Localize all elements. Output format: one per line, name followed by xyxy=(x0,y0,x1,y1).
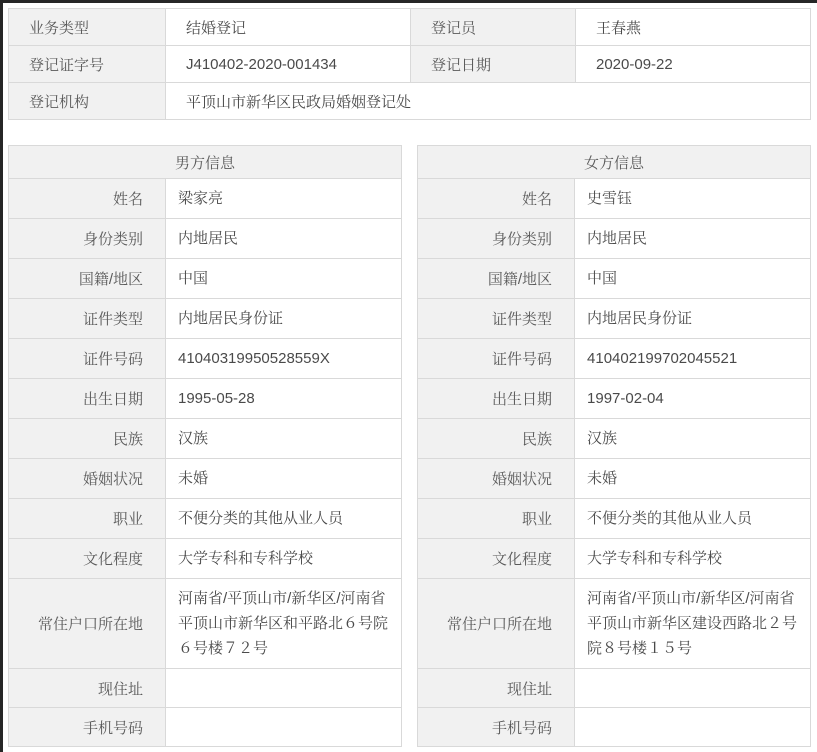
table-row xyxy=(418,379,811,419)
field-value-ethnicity: 汉族 xyxy=(575,419,811,459)
table-row xyxy=(9,579,402,669)
field-label-id-number: 证件号码 xyxy=(9,339,166,379)
field-value-identity-category: 内地居民 xyxy=(166,219,402,259)
table-row xyxy=(9,9,811,46)
table-row xyxy=(418,579,811,669)
field-value-nationality: 中国 xyxy=(166,259,402,299)
table-row xyxy=(9,459,402,499)
field-label-nationality: 国籍/地区 xyxy=(9,259,166,299)
field-value-current-address xyxy=(166,669,402,708)
table-row xyxy=(418,539,811,579)
field-label-ethnicity: 民族 xyxy=(418,419,575,459)
table-row xyxy=(418,259,811,299)
field-label-name: 姓名 xyxy=(418,179,575,219)
table-row xyxy=(418,299,811,339)
field-label-registrar: 登记员 xyxy=(411,9,576,46)
table-row xyxy=(9,669,402,708)
table-row xyxy=(9,146,402,179)
table-row xyxy=(9,539,402,579)
field-value-name: 梁家亮 xyxy=(166,179,402,219)
field-value-mobile-number xyxy=(166,708,402,747)
field-label-registered-residence: 常住户口所在地 xyxy=(418,579,575,669)
field-value-certificate-number: J410402-2020-001434 xyxy=(166,46,411,83)
table-row xyxy=(9,46,811,83)
field-label-nationality: 国籍/地区 xyxy=(418,259,575,299)
field-label-birth-date: 出生日期 xyxy=(9,379,166,419)
field-value-education: 大学专科和专科学校 xyxy=(575,539,811,579)
table-row xyxy=(9,708,402,747)
field-value-id-number: 410402199702045521 xyxy=(575,339,811,379)
field-label-marital-status: 婚姻状况 xyxy=(9,459,166,499)
field-label-registration-date: 登记日期 xyxy=(411,46,576,83)
table-row xyxy=(418,179,811,219)
table-row xyxy=(9,419,402,459)
field-value-marital-status: 未婚 xyxy=(575,459,811,499)
table-row xyxy=(9,379,402,419)
field-label-birth-date: 出生日期 xyxy=(418,379,575,419)
field-label-marital-status: 婚姻状况 xyxy=(418,459,575,499)
field-value-registered-residence: 河南省/平顶山市/新华区/河南省平顶山市新华区和平路北６号院６号楼７２号 xyxy=(166,579,402,669)
table-row xyxy=(9,339,402,379)
female-info-title: 女方信息 xyxy=(418,146,811,179)
field-label-occupation: 职业 xyxy=(9,499,166,539)
field-label-registration-office: 登记机构 xyxy=(9,83,166,120)
field-value-business-type: 结婚登记 xyxy=(166,9,411,46)
field-label-id-type: 证件类型 xyxy=(9,299,166,339)
table-row xyxy=(9,219,402,259)
field-label-current-address: 现住址 xyxy=(418,669,575,708)
registration-summary-table xyxy=(8,8,811,120)
field-label-education: 文化程度 xyxy=(9,539,166,579)
field-label-education: 文化程度 xyxy=(418,539,575,579)
table-row xyxy=(9,499,402,539)
field-value-registration-office: 平顶山市新华区民政局婚姻登记处 xyxy=(166,83,811,120)
table-row xyxy=(418,499,811,539)
field-value-id-number: 41040319950528559X xyxy=(166,339,402,379)
field-value-registrar: 王春燕 xyxy=(576,9,811,46)
table-row xyxy=(418,459,811,499)
field-value-birth-date: 1995-05-28 xyxy=(166,379,402,419)
field-label-registered-residence: 常住户口所在地 xyxy=(9,579,166,669)
field-label-id-number: 证件号码 xyxy=(418,339,575,379)
field-value-occupation: 不便分类的其他从业人员 xyxy=(575,499,811,539)
table-row xyxy=(418,419,811,459)
field-label-ethnicity: 民族 xyxy=(9,419,166,459)
field-value-nationality: 中国 xyxy=(575,259,811,299)
field-label-name: 姓名 xyxy=(9,179,166,219)
male-info-table xyxy=(8,145,402,747)
field-value-registered-residence: 河南省/平顶山市/新华区/河南省平顶山市新华区建设西路北２号院８号楼１５号 xyxy=(575,579,811,669)
field-value-current-address xyxy=(575,669,811,708)
field-label-occupation: 职业 xyxy=(418,499,575,539)
table-row xyxy=(418,669,811,708)
table-row xyxy=(9,179,402,219)
field-label-business-type: 业务类型 xyxy=(9,9,166,46)
field-value-ethnicity: 汉族 xyxy=(166,419,402,459)
table-row xyxy=(9,299,402,339)
field-value-identity-category: 内地居民 xyxy=(575,219,811,259)
field-value-marital-status: 未婚 xyxy=(166,459,402,499)
male-info-title: 男方信息 xyxy=(9,146,402,179)
field-label-mobile-number: 手机号码 xyxy=(9,708,166,747)
field-value-mobile-number xyxy=(575,708,811,747)
field-label-identity-category: 身份类别 xyxy=(9,219,166,259)
table-row xyxy=(418,219,811,259)
table-row xyxy=(9,259,402,299)
table-row xyxy=(418,146,811,179)
field-label-identity-category: 身份类别 xyxy=(418,219,575,259)
field-label-id-type: 证件类型 xyxy=(418,299,575,339)
party-tables-container xyxy=(8,145,810,747)
field-value-id-type: 内地居民身份证 xyxy=(166,299,402,339)
field-value-id-type: 内地居民身份证 xyxy=(575,299,811,339)
field-value-occupation: 不便分类的其他从业人员 xyxy=(166,499,402,539)
field-value-birth-date: 1997-02-04 xyxy=(575,379,811,419)
table-row xyxy=(9,83,811,120)
female-info-table xyxy=(417,145,811,747)
record-content xyxy=(8,8,810,747)
field-label-current-address: 现住址 xyxy=(9,669,166,708)
left-edge-divider xyxy=(0,0,3,752)
field-label-certificate-number: 登记证字号 xyxy=(9,46,166,83)
field-value-name: 史雪钰 xyxy=(575,179,811,219)
field-label-mobile-number: 手机号码 xyxy=(418,708,575,747)
top-edge-divider xyxy=(0,0,817,3)
field-value-registration-date: 2020-09-22 xyxy=(576,46,811,83)
table-row xyxy=(418,708,811,747)
table-row xyxy=(418,339,811,379)
field-value-education: 大学专科和专科学校 xyxy=(166,539,402,579)
